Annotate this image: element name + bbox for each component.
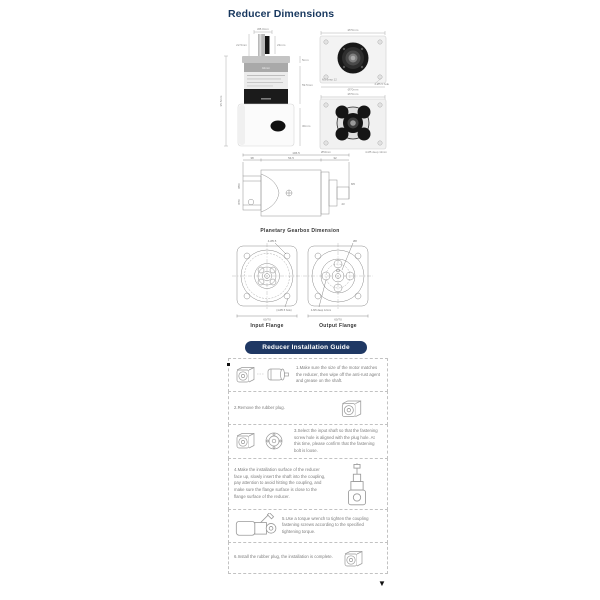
flange-photo-top [311,27,395,91]
dim-body: 59.5mm [302,83,313,87]
step-text: 2.Remove the rubber plug. [234,404,285,410]
motor-shaft [258,34,265,56]
dim-shaft-len: 23 [341,202,345,206]
motor-and-reducer-illustration [234,362,292,388]
step-6 [228,542,388,574]
dim-left-dia1: Ø50 [237,183,241,189]
step-text: 6.Install the rubber plug, the installation is complete. [234,554,333,560]
dim-flange2-top: Ø70mm [347,92,359,96]
page-title: Reducer Dimensions [228,8,335,20]
step-1 [228,358,388,392]
dim-seg3: 32 [333,155,337,160]
dim-base: 30mm [302,124,311,128]
step-2 [228,391,388,425]
reducer-and-shaft-illustration [234,428,290,454]
dim-shaft-dia: Ø8.0mm [257,27,269,31]
arrow-down-icon: ▼ [378,579,386,588]
step-5 [228,509,388,543]
input-flange-top-note: 4-Ø5.5 [267,239,277,243]
output-flange-top-note: Ø8 [353,239,357,243]
motor-black-band [244,89,288,104]
motor-top-plate [242,56,290,63]
note-flange-left: M5 deep 12 [322,77,337,82]
step-text: 5.Use a torque wrench to tighten the coupling fastening screws according to the specified tightening torque. [282,515,369,534]
dim-seg2: 54.5 [288,155,294,160]
dim-shaft-right: 23mm [277,43,286,47]
installation-steps [228,358,388,574]
dim-band: 42mm [261,66,271,70]
note-flange2-right: 4-M5 deep 12mm [365,150,387,154]
dim-flange-top: Ø70mm [347,28,359,32]
dim-shaft-note: M5 [351,182,355,186]
reducer-illustration [340,546,366,570]
dim-height: 95.5mm [219,95,223,107]
output-flange-bottom-dim: 60/70 [334,317,342,322]
dim-left-dia2: Ø70 [237,199,241,205]
motor-photo [212,26,322,152]
motor-connector [271,121,286,132]
dim-total: 106.5 [292,150,300,155]
motor-label-plate [244,72,288,89]
output-flange-caption: Output Flange [319,323,357,329]
dim-flange-step: 5mm [302,58,309,62]
step-text: 4.Make the installation surface of the reducer face up, slowly insert the shaft into the coupling, pay attention to avoid hitting the coupling, and make sure the flange surface is close to the flange surface of the reducer. [234,466,326,499]
installation-guide-banner: Reducer Installation Guide [245,341,367,354]
step-4 [228,458,388,510]
input-flange-bottom-dim: 60/70 [263,317,271,322]
input-flange-bottom-note: (4-Ø5.5 hole) [276,309,292,312]
note-flange2-left: Ø50mm [321,150,331,154]
step-text: 1.Make sure the size of the motor matches the reducer, then wipe off the anti-rust agent and grease on the shaft. [296,365,381,384]
flange-photo-bottom [311,91,395,155]
dim-flange-bottom: Ø70mm [347,87,359,91]
bullet-square [227,363,230,366]
note-flange-right: 4-Ø5.5 hole [374,82,389,86]
dim-seg1: 38 [250,155,254,160]
output-flange-drawing [301,238,375,322]
gearbox-side-drawing [237,150,363,228]
tighten-screws-illustration [234,513,278,539]
step-3 [228,424,388,459]
input-flange-drawing [230,238,304,322]
output-flange-bottom-note: 4-M5 deep 12mm [310,309,332,312]
step-text: 3.Select the input shaft so that the fastening screw hole is aligned with the plug hole. At this time, please confirm that the fastening bolt is loose. [294,428,378,453]
reducer-illustration [338,395,364,421]
dim-shaft-left: 22.5mm [236,43,247,47]
vertical-assembly-illustration [347,462,367,506]
side-drawing-caption: Planetary Gearbox Dimension [260,228,340,234]
input-flange-caption: Input Flange [250,323,284,329]
motor-base [238,104,294,146]
